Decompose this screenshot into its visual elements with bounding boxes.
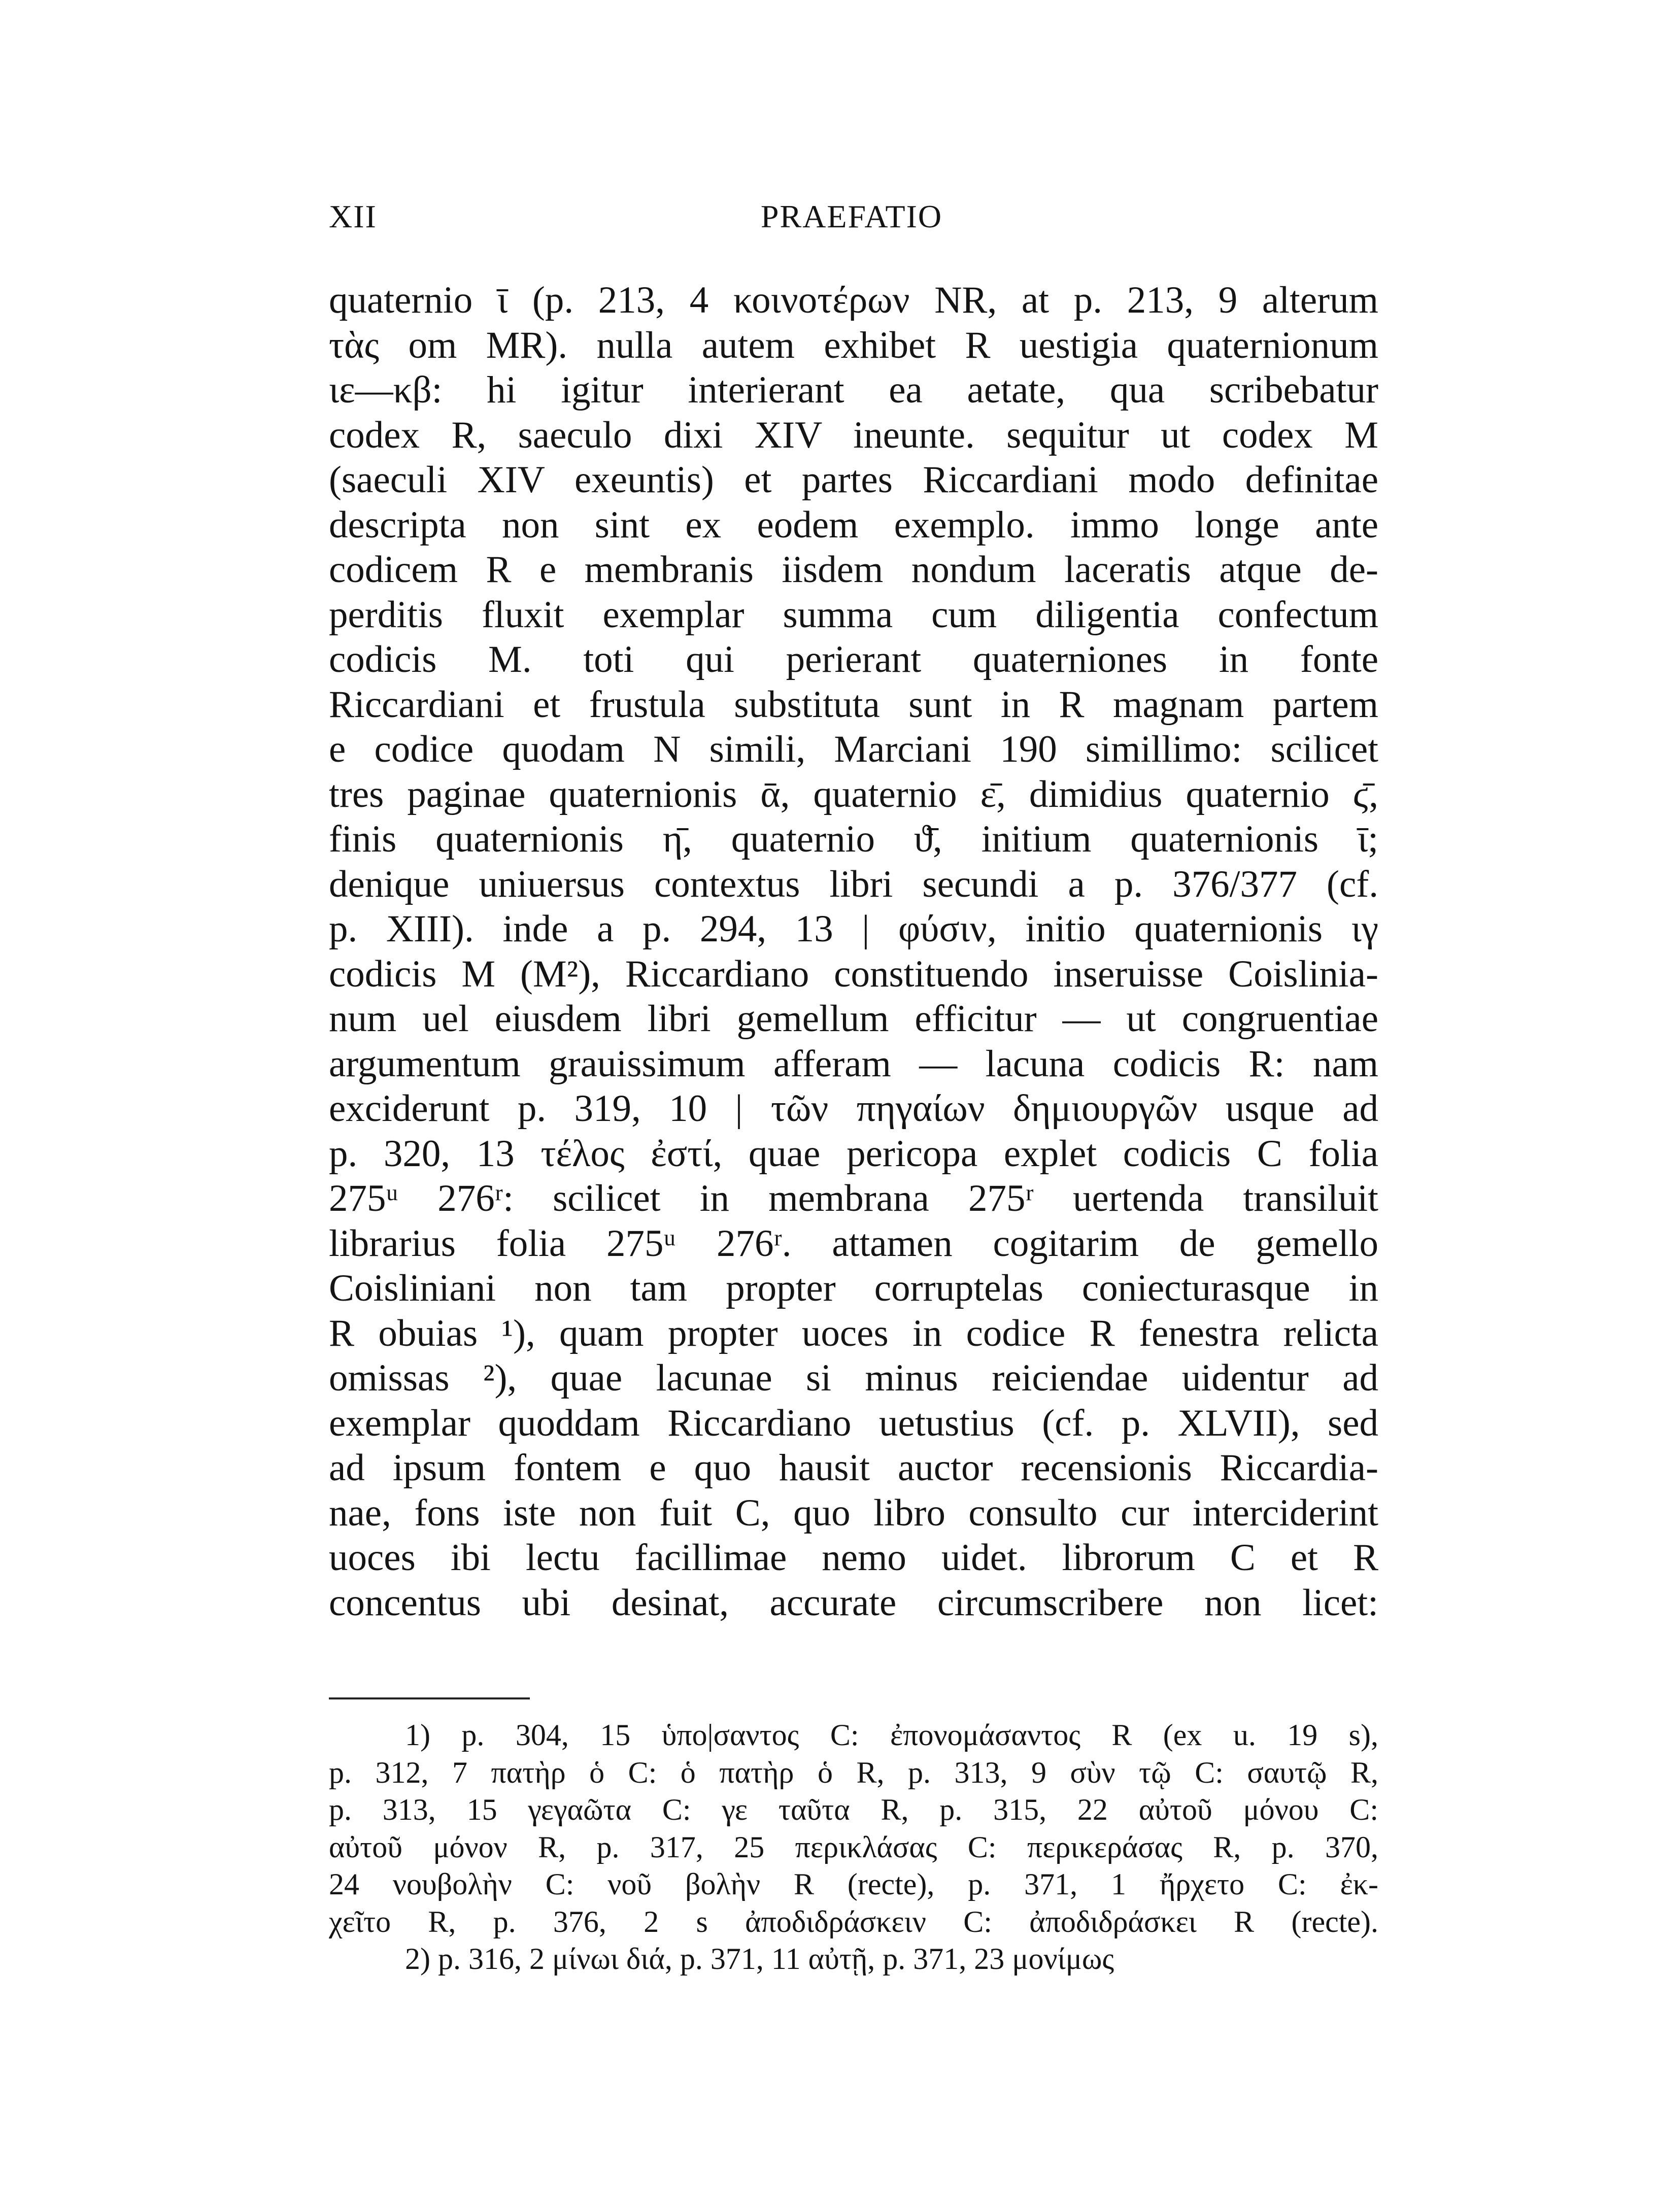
text-line: librarius folia 275ᵘ 276ʳ. attamen cogitarim de gemello xyxy=(329,1222,1378,1265)
text-line: descripta non sint ex eodem exemplo. immo longe ante xyxy=(329,503,1378,546)
text-line: num uel eiusdem libri gemellum efficitur — ut congruentiae xyxy=(329,998,1378,1040)
text-line: Riccardiani et frustula substituta sunt in R magnam partem xyxy=(329,683,1378,726)
footnote-line: χεῖτο R, p. 376, 2 s ἀποδιδράσκειν C: ἀποδιδράσκει R (recte). xyxy=(329,1904,1378,1938)
text-line: denique uniuersus contextus libri secundi a p. 376/377 (cf. xyxy=(329,863,1378,905)
text-line: (saeculi XIV exeuntis) et partes Riccardiani modo definitae xyxy=(329,459,1378,501)
footnote-line: 1) p. 304, 15 ὑπο|σαντος C: ἐπονομάσαντος R (ex u. 19 s), xyxy=(405,1718,1378,1752)
text-line: argumentum grauissimum afferam — lacuna codicis R: nam xyxy=(329,1042,1378,1085)
footnotes xyxy=(329,1717,1378,1978)
text-line: 275ᵘ 276ʳ: scilicet in membrana 275ʳ uertenda transiluit xyxy=(329,1177,1378,1219)
text-line: codicis M (M²), Riccardiano constituendo inseruisse Coislinia- xyxy=(329,952,1378,995)
running-head xyxy=(329,198,1374,244)
text-line: p. 320, 13 τέλος ἐστί, quae pericopa explet codicis C folia xyxy=(329,1132,1378,1175)
running-title: PRAEFATIO xyxy=(760,198,943,234)
text-line: perditis fluxit exemplar summa cum diligentia confectum xyxy=(329,593,1378,636)
footnote-line: p. 313, 15 γεγαῶτα C: γε ταῦτα R, p. 315, 22 αὐτοῦ μόνου C: xyxy=(329,1793,1378,1826)
footnote-divider xyxy=(329,1697,530,1699)
text-line: quaternio ῑ (p. 213, 4 κοινοτέρων NR, at p. 213, 9 alterum xyxy=(329,279,1378,321)
text-line: codicem R e membranis iisdem nondum laceratis atque de- xyxy=(329,549,1378,591)
text-line: exciderunt p. 319, 10 | τῶν πηγαίων δημιουργῶν usque ad xyxy=(329,1087,1378,1130)
footnote-line: p. 312, 7 πατὴρ ὁ C: ὁ πατὴρ ὁ R, p. 313, 9 σὺν τῷ C: σαυτῷ R, xyxy=(329,1755,1378,1789)
text-line: tres paginae quaternionis ᾱ, quaternio ε̄, dimidius quaternio ϛ̄, xyxy=(329,773,1378,815)
text-line: ad ipsum fontem e quo hausit auctor recensionis Riccardia- xyxy=(329,1447,1378,1489)
text-line: codicis M. toti qui perierant quaterniones in fonte xyxy=(329,638,1378,680)
text-line: Coisliniani non tam propter corruptelas coniecturasque in xyxy=(329,1267,1378,1309)
body-text xyxy=(329,278,1378,1625)
text-line: τὰς om MR). nulla autem exhibet R uestigia quaternionum xyxy=(329,324,1378,366)
text-line: codex R, saeculo dixi XIV ineunte. sequitur ut codex M xyxy=(329,414,1378,456)
footnote-line: 2) p. 316, 2 μίνωι διά, p. 371, 11 αὐτῇ, p. 371, 23 μονίμως xyxy=(405,1942,1114,1976)
text-line: concentus ubi desinat, accurate circumscribere non licet: xyxy=(329,1581,1378,1624)
text-line: uoces ibi lectu facillimae nemo uidet. librorum C et R xyxy=(329,1537,1378,1579)
footnote-line: αὐτοῦ μόνον R, p. 317, 25 περικλάσας C: περικεράσας R, p. 370, xyxy=(329,1830,1378,1864)
text-line: p. XIII). inde a p. 294, 13 | φύσιν, initio quaternionis ιγ xyxy=(329,908,1378,950)
footnote-line: 24 νουβολὴν C: νοῦ βολὴν R (recte), p. 371, 1 ἤρχετο C: ἐκ- xyxy=(329,1867,1378,1901)
text-line: nae, fons iste non fuit C, quo libro consulto cur interciderint xyxy=(329,1491,1378,1534)
text-line: e codice quodam N simili, Marciani 190 simillimo: scilicet xyxy=(329,728,1378,770)
text-line: R obuias ¹), quam propter uoces in codice R fenestra relicta xyxy=(329,1312,1378,1354)
text-line: exemplar quoddam Riccardiano uetustius (cf. p. XLVII), sed xyxy=(329,1402,1378,1444)
page-number: XII xyxy=(329,198,377,234)
text-line: ιε—κβ: hi igitur interierant ea aetate, qua scribebatur xyxy=(329,369,1378,411)
text-line: finis quaternionis η̄, quaternio ϑ̄, initium quaternionis ῑ; xyxy=(329,818,1378,860)
text-line: omissas ²), quae lacunae si minus reiciendae uidentur ad xyxy=(329,1357,1378,1399)
